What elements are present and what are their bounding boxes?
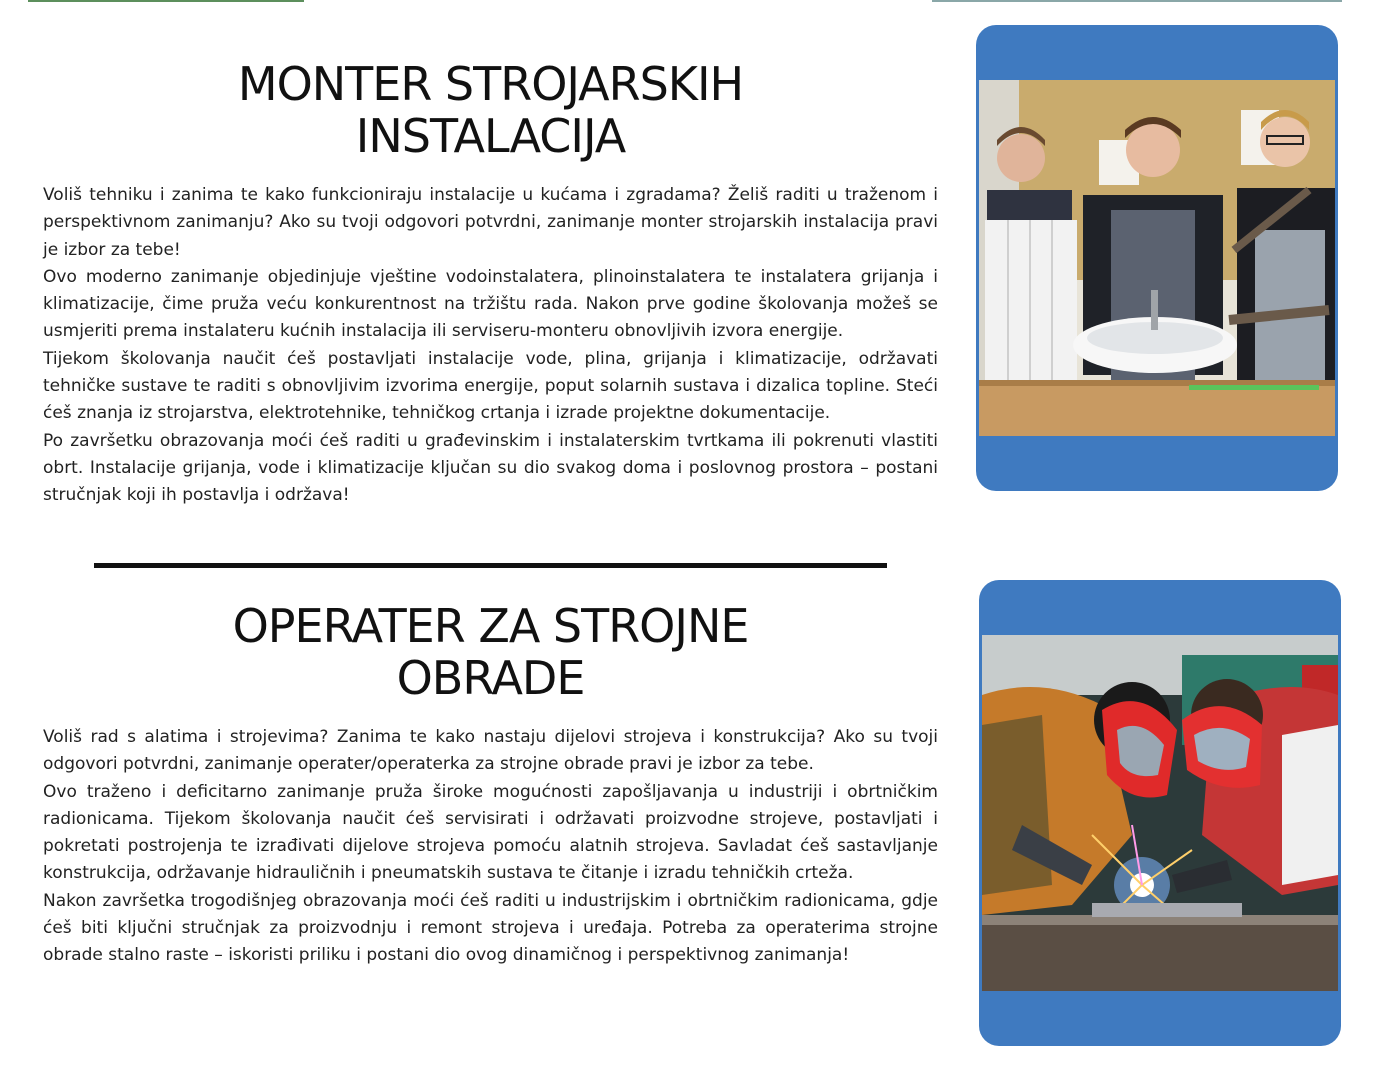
photo-students-plumbing-illustration <box>979 80 1335 436</box>
paragraph: Voliš rad s alatima i strojevima? Zanima te kako nastaju dijelovi strojeva i konstrukcija? Ako su tvoji odgovori potvrdni, zanimanje operater/operaterka za strojne obrade pravi je izbor za tebe. <box>43 727 938 775</box>
paragraph: Voliš tehniku i zanima te kako funkcioniraju instalacije u kućama i zgradama? Želiš raditi u traženom i perspektivnom zanimanju? Ako su tvoji odgovori potvrdni, zanimanje monter strojarskih instalacija pravi je izbor za tebe! <box>43 185 938 260</box>
section-title <box>43 58 938 162</box>
section-body <box>43 182 938 510</box>
paragraph: Nakon završetka trogodišnjeg obrazovanja moći ćeš raditi u industrijskim i obrtničkim radionicama, gdje ćeš biti ključni stručnjak za proizvodnju i remont strojeva i uređaja. Potreba za operaterima strojne obrade stalno raste – iskoristi priliku i postani dio ovog dinamičnog i perspektivnog zanimanja! <box>43 890 938 966</box>
photo-students-welding <box>982 635 1338 991</box>
section-title-line: MONTER STROJARSKIH <box>237 57 744 111</box>
top-left-accent-line <box>28 0 304 2</box>
section-title-line: INSTALACIJA <box>355 109 626 163</box>
paragraph: Ovo traženo i deficitarno zanimanje pruža široke mogućnosti zapošljavanja u industriji i obrtničkim radionicama. Tijekom školovanja naučit ćeš servisirati i održavati proizvodne strojeve, postavljati i pokretati postrojenja te izrađivati dijelove strojeva pomoću alatnih strojeva. Savladat ćeš sastavljanje konstrukcija, održavanje hidrauličnih i pneumatskih sustava te čitanje i izradu tehničkih crteža. <box>43 781 938 884</box>
section-title <box>43 600 938 704</box>
section-divider <box>94 563 887 568</box>
section-title-line: OPERATER ZA STROJNE <box>232 599 749 653</box>
paragraph: Po završetku obrazovanja moći ćeš raditi u građevinskim i instalaterskim tvrtkama ili pokrenuti vlastiti obrt. Instalacije grijanja, vode i klimatizacije ključan su dio svakog doma i poslovnog prostora – postani stručnjak koji ih postavlja i održava! <box>43 430 938 506</box>
section-operater <box>43 600 938 970</box>
photo-frame-welding <box>979 580 1341 1046</box>
photo-students-plumbing <box>979 80 1335 436</box>
photo-students-welding-illustration <box>982 635 1338 991</box>
photo-frame-plumbing <box>976 25 1338 491</box>
paragraph: Ovo moderno zanimanje objedinjuje vještine vodoinstalatera, plinoinstalatera te instalatera grijanja i klimatizacije, čime pruža veću konkurentnost na tržištu rada. Nakon prve godine školovanja možeš se usmjeriti prema instalateru kućnih instalacija ili serviseru-monteru obnovljivih izvora energije. <box>43 266 938 342</box>
section-monter <box>43 58 938 510</box>
paragraph: Tijekom školovanja naučit ćeš postavljati instalacije vode, plina, grijanja i klimatizacije, održavati tehničke sustave te raditi s obnovljivim izvorima energije, poput solarnih sustava i dizalica topline. Steći ćeš znanja iz strojarstva, elektrotehnike, tehničkog crtanja i izrade projektne dokumentacije. <box>43 348 938 424</box>
top-right-accent-line <box>932 0 1342 2</box>
section-body <box>43 724 938 970</box>
section-title-line: OBRADE <box>396 651 585 705</box>
